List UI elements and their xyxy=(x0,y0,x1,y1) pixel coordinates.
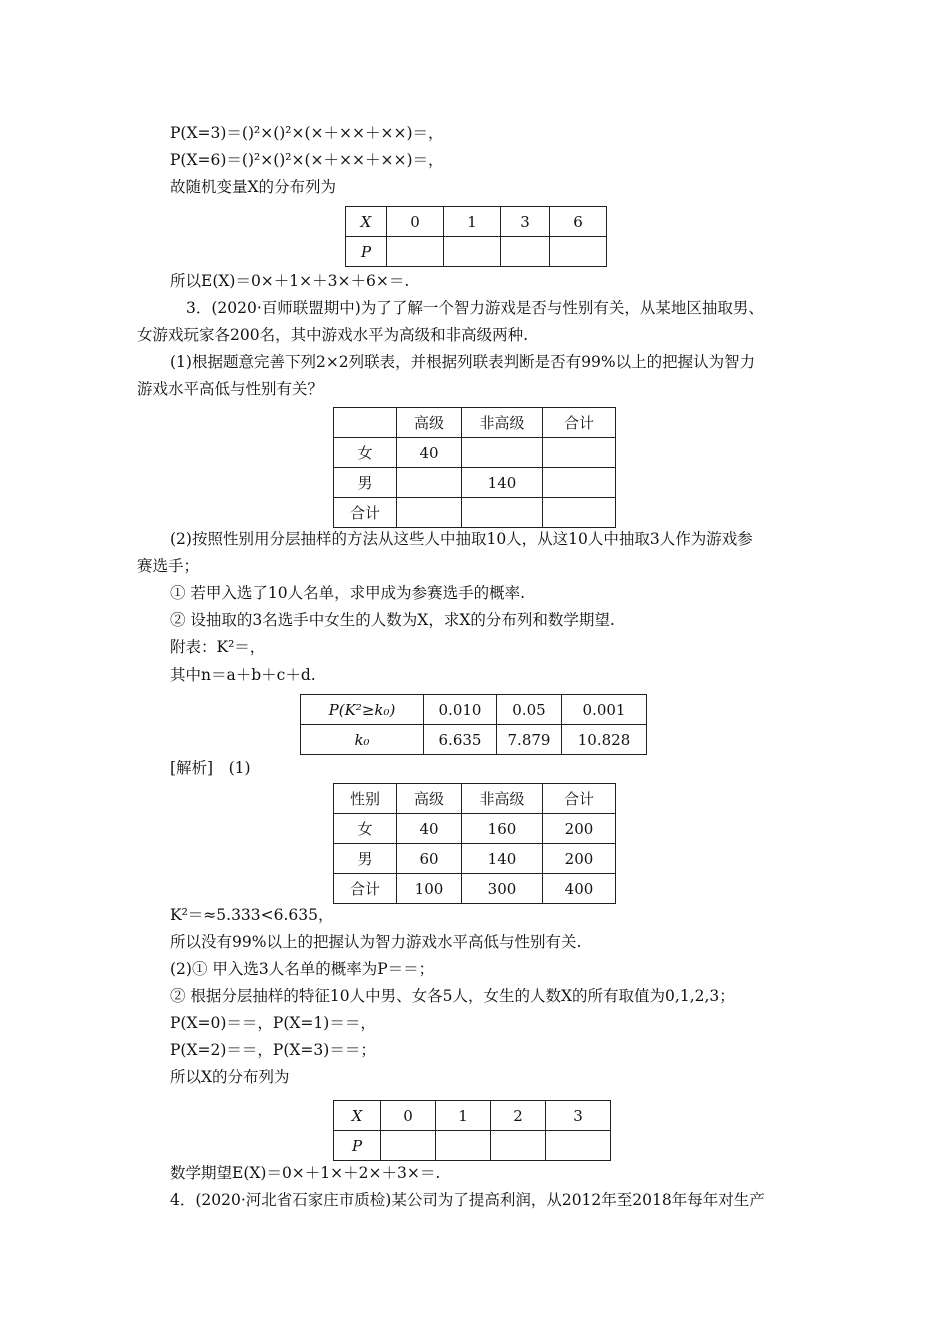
table-cell xyxy=(501,237,550,267)
table-cell: 0.001 xyxy=(562,695,647,725)
text-line: (2)按照性别用分层抽样的方法从这些人中抽取10人，从这10人中抽取3人作为游戏参 xyxy=(170,530,753,548)
table-cell xyxy=(543,468,616,498)
table-cell: 男 xyxy=(334,844,397,874)
text-line: ① 若甲入选了10人名单，求甲成为参赛选手的概率. xyxy=(170,584,526,602)
table-cell xyxy=(381,1131,436,1161)
text-line: 游戏水平高低与性别有关？ xyxy=(137,380,324,398)
table-cell: 性别 xyxy=(334,784,397,814)
table-cell xyxy=(543,498,616,528)
text-line: 所以E(X)＝0×＋1×＋3×＋6×＝. xyxy=(170,272,410,290)
table-cell xyxy=(387,237,444,267)
text-line: 女游戏玩家各200名，其中游戏水平为高级和非高级两种. xyxy=(137,326,529,344)
table-cell xyxy=(397,468,462,498)
table-cell: 160 xyxy=(462,814,543,844)
text-line: 数学期望E(X)＝0×＋1×＋2×＋3×＝. xyxy=(170,1164,441,1182)
table-cell: 0.010 xyxy=(424,695,497,725)
distribution-table-2 xyxy=(333,1100,611,1161)
text-line: P(X=2)＝＝，P(X=3)＝＝； xyxy=(170,1041,376,1059)
text-line: P(X=3)＝()²×()²×(×＋××＋××)＝， xyxy=(170,124,444,142)
table-cell: 140 xyxy=(462,844,543,874)
table-cell xyxy=(462,438,543,468)
table-cell: 高级 xyxy=(397,408,462,438)
table-cell: 合计 xyxy=(334,498,397,528)
table-cell: 10.828 xyxy=(562,725,647,755)
table-cell: 非高级 xyxy=(462,784,543,814)
table-cell: 6 xyxy=(550,207,607,237)
text-line: 所以没有99%以上的把握认为智力游戏水平高低与性别有关. xyxy=(170,933,582,951)
table-cell: 6.635 xyxy=(424,725,497,755)
text-line: [解析] (1) xyxy=(170,759,251,777)
table-cell: 1 xyxy=(436,1101,491,1131)
table-cell: k₀ xyxy=(301,725,424,755)
text-line: 4．(2020·河北省石家庄市质检)某公司为了提高利润，从2012年至2018年每年对生产 xyxy=(170,1191,765,1209)
table-cell: 3 xyxy=(501,207,550,237)
table-cell: 0 xyxy=(381,1101,436,1131)
text-line: P(X=6)＝()²×()²×(×＋××＋××)＝， xyxy=(170,151,444,169)
table-cell: 1 xyxy=(444,207,501,237)
distribution-table-1 xyxy=(345,206,607,267)
table-cell: 男 xyxy=(334,468,397,498)
table-cell: 0.05 xyxy=(497,695,562,725)
text-line: 赛选手； xyxy=(137,557,200,575)
table-cell xyxy=(543,438,616,468)
table-cell: 100 xyxy=(397,874,462,904)
text-line: 其中n＝a＋b＋c＋d. xyxy=(170,666,316,684)
table-cell: X xyxy=(334,1101,381,1131)
table-cell: P xyxy=(334,1131,381,1161)
table-cell xyxy=(546,1131,611,1161)
table-cell: 40 xyxy=(397,438,462,468)
table-cell: 7.879 xyxy=(497,725,562,755)
text-line: 附表：K²＝， xyxy=(170,638,266,656)
table-cell: 200 xyxy=(543,814,616,844)
text-line: K²＝≈5.333<6.635， xyxy=(170,906,334,924)
text-line: P(X=0)＝＝，P(X=1)＝＝， xyxy=(170,1014,376,1032)
table-cell: 300 xyxy=(462,874,543,904)
table-cell: P xyxy=(346,237,387,267)
table-cell xyxy=(462,498,543,528)
text-line: (1)根据题意完善下列2×2列联表，并根据列联表判断是否有99%以上的把握认为智力 xyxy=(170,353,756,371)
table-cell: 女 xyxy=(334,438,397,468)
table-cell: 60 xyxy=(397,844,462,874)
table-cell xyxy=(334,408,397,438)
text-line: 所以X的分布列为 xyxy=(170,1068,290,1086)
text-line: ② 根据分层抽样的特征10人中男、女各5人，女生的人数X的所有取值为0,1,2,3； xyxy=(170,987,735,1005)
contingency-table-blank xyxy=(333,407,616,528)
table-cell: 非高级 xyxy=(462,408,543,438)
table-cell: P(K²≥k₀) xyxy=(301,695,424,725)
table-cell: 女 xyxy=(334,814,397,844)
table-cell xyxy=(444,237,501,267)
text-line: (2)① 甲入选3人名单的概率为P＝＝； xyxy=(170,960,435,978)
table-cell xyxy=(436,1131,491,1161)
table-cell: 合计 xyxy=(543,784,616,814)
table-cell: 0 xyxy=(387,207,444,237)
table-cell: 合计 xyxy=(334,874,397,904)
table-cell xyxy=(397,498,462,528)
table-cell: 140 xyxy=(462,468,543,498)
table-cell xyxy=(491,1131,546,1161)
table-cell: 40 xyxy=(397,814,462,844)
table-cell: 200 xyxy=(543,844,616,874)
table-cell: 3 xyxy=(546,1101,611,1131)
text-line: 故随机变量X的分布列为 xyxy=(170,178,337,196)
table-cell: 高级 xyxy=(397,784,462,814)
table-cell: X xyxy=(346,207,387,237)
table-cell: 合计 xyxy=(543,408,616,438)
table-cell: 2 xyxy=(491,1101,546,1131)
text-line: 3．(2020·百师联盟期中)为了了解一个智力游戏是否与性别有关，从某地区抽取男、 xyxy=(186,299,764,317)
text-line: ② 设抽取的3名选手中女生的人数为X，求X的分布列和数学期望. xyxy=(170,611,615,629)
critical-value-table xyxy=(300,694,647,755)
contingency-table-filled xyxy=(333,783,616,904)
table-cell xyxy=(550,237,607,267)
table-cell: 400 xyxy=(543,874,616,904)
